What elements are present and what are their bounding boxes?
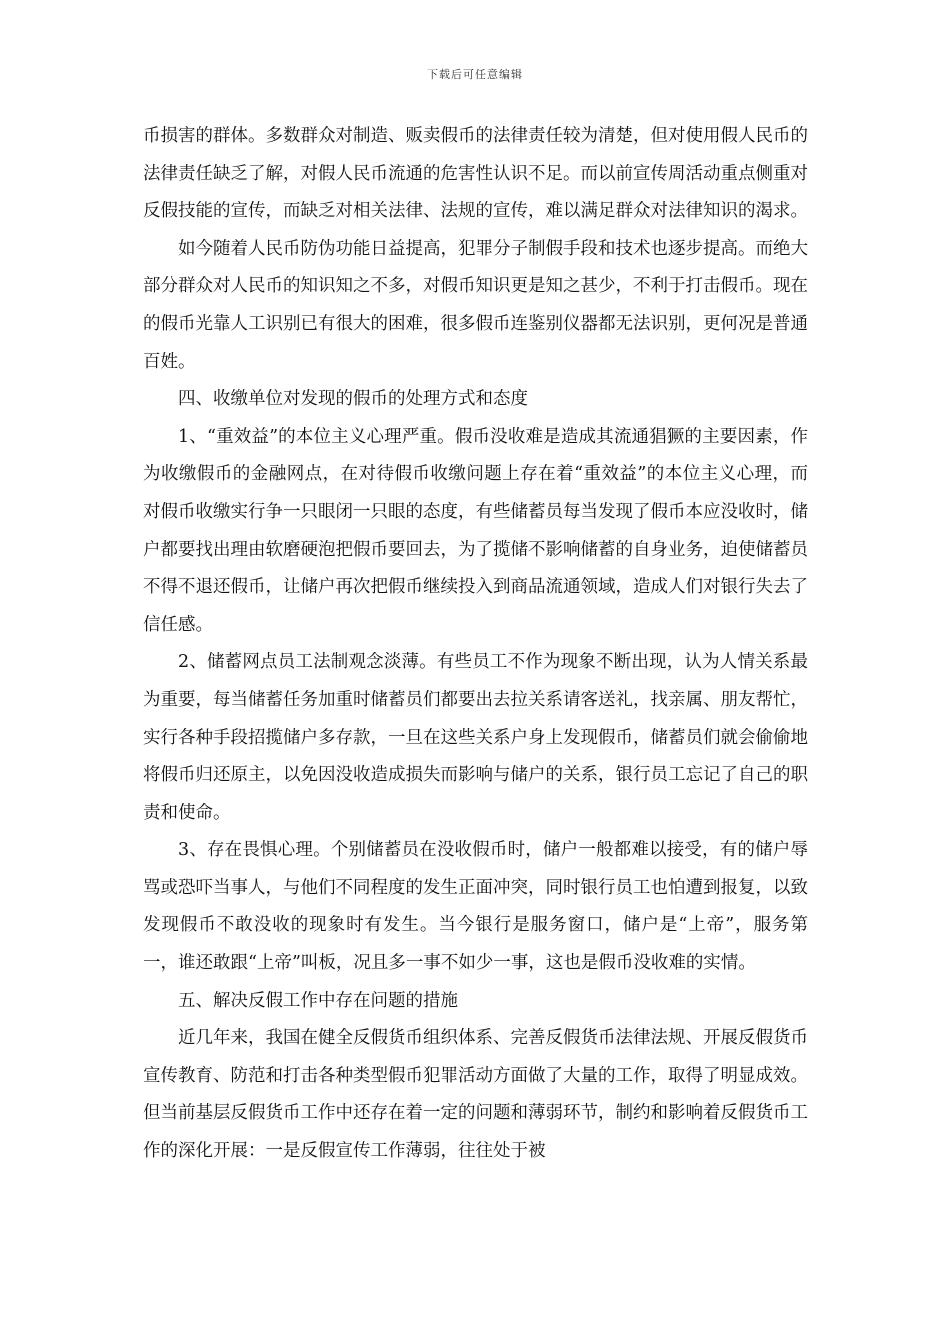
paragraph-point-1: 1、“重效益”的本位主义心理严重。假币没收难是造成其流通猖獗的主要因素，作为收缴假币的金融网点，在对待假币收缴问题上存在着“重效益”的本位主义心理，而对假币收缴实行争一只眼闭一只眼的态度，有些储蓄员每当发现了假币本应没收时，储户都要找出理由软磨硬泡把假币要回去，为了揽储不影响储蓄的自身业务，迫使储蓄员不得不退还假币，让储户再次把假币继续投入到商品流通领域，造成人们对银行失去了信任感。 [143,426,808,635]
document-body [143,118,808,1171]
paragraph-point-2: 2、储蓄网点员工法制观念淡薄。有些员工不作为现象不断出现，认为人情关系最为重要，每当储蓄任务加重时储蓄员们都要出去拉关系请客送礼，找亲属、朋友帮忙，实行各种手段招揽储户多存款，一旦在这些关系户身上发现假币，储蓄员们就会偷偷地将假币归还原主，以免因没收造成损失而影响与储户的关系，银行员工忘记了自己的职责和使命。 [143,652,808,823]
section-heading-5: 五、解决反假工作中存在问题的措施 [178,990,458,1011]
paragraph-point-3: 3、存在畏惧心理。个别储蓄员在没收假币时，储户一般都难以接受，有的储户辱骂或恐吓当事人，与他们不同程度的发生正面冲突，同时银行员工也怕遭到报复，以致发现假币不敢没收的现象时有发生。当今银行是服务窗口，储户是“上帝”，服务第一，谁还敢跟“上帝”叫板，况且多一事不如少一事，这也是假币没收难的实情。 [143,840,808,974]
paragraph-last: 近几年来，我国在健全反假货币组织体系、完善反假货币法律法规、开展反假货币宣传教育、防范和打击各种类型假币犯罪活动方面做了大量的工作，取得了明显成效。但当前基层反假货币工作中还存在着一定的问题和薄弱环节，制约和影响着反假货币工作的深化开展：一是反假宣传工作薄弱，往往处于被 [143,1028,808,1162]
page-header: 下载后可任意编辑 [427,68,523,81]
paragraph-1: 币损害的群体。多数群众对制造、贩卖假币的法律责任较为清楚，但对使用假人民币的法律责任缺乏了解，对假人民币流通的危害性认识不足。而以前宣传周活动重点侧重对反假技能的宣传，而缺乏对相关法律、法规的宣传，难以满足群众对法律知识的渴求。 [143,126,808,222]
section-heading-4: 四、收缴单位对发现的假币的处理方式和态度 [178,389,528,410]
paragraph-2: 如今随着人民币防伪功能日益提高，犯罪分子制假手段和技术也逐步提高。而绝大部分群众对人民币的知识知之不多，对假币知识更是知之甚少，不利于打击假币。现在的假币光靠人工识别已有很大的困难，很多假币连鉴别仪器都无法识别，更何况是普通百姓。 [143,238,808,372]
